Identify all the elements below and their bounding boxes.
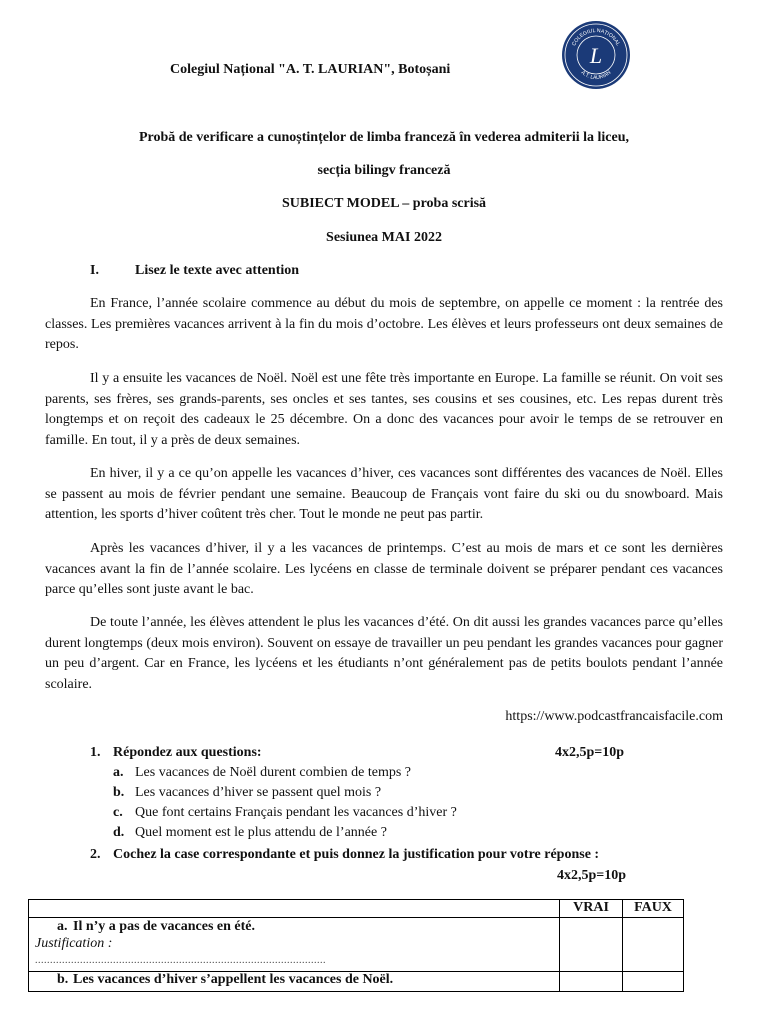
exercise-1-title: Répondez aux questions: bbox=[113, 745, 262, 760]
justification-label: Justification : bbox=[35, 936, 113, 951]
question-a: a. Les vacances de Noël durent combien de temps ? bbox=[113, 765, 412, 780]
statement-a: a. Il n’y a pas de vacances en été. bbox=[57, 919, 255, 934]
exam-subject: SUBIECT MODEL – proba scrisă bbox=[281, 196, 487, 211]
logo-text-top: COLEGIUL NAȚIONAL bbox=[571, 27, 621, 47]
statement-b: b. Les vacances d’hiver s’appellent les vacances de Noël. bbox=[57, 972, 394, 987]
school-name: Colegiul Național "A. T. LAURIAN", Botoșani bbox=[170, 62, 451, 77]
question-c: c. Que font certains Français pendant les vacances d’hiver ? bbox=[113, 805, 457, 820]
exercise-2-title: Cochez la case correspondante et puis donnez la justification pour votre réponse : bbox=[113, 847, 600, 862]
section-number: I. bbox=[90, 263, 99, 278]
justification-dots[interactable]: ................................................................................................. bbox=[35, 955, 326, 966]
paragraph-2: Il y a ensuite les vacances de Noël. Noël est une fête très importante en Europe. La famille se réunit. On voit ses parents, ses frères, ses grands-parents, ses oncles et ses tantes, ses cousins et ses cousines, etc. Les repas durent très longtemps et on reçoit des cadeaux le 25 décembre. On a donc des vacances pour avoir le temps de se retrouver en famille. En tout, il y a près de deux semaines. bbox=[45, 371, 723, 448]
exam-section: secția bilingv franceză bbox=[317, 163, 451, 178]
checkbox-vrai-b[interactable] bbox=[560, 972, 623, 992]
table-row bbox=[29, 972, 684, 992]
source-link[interactable]: https://www.podcastfrancaisfacile.com bbox=[505, 709, 723, 724]
question-b: b. Les vacances d’hiver se passent quel mois ? bbox=[113, 785, 382, 800]
col-vrai-header: VRAI bbox=[560, 900, 623, 918]
paragraph-3: En hiver, il y a ce qu’on appelle les vacances d’hiver, ces vacances sont différentes des vacances de Noël. Elles se passent au mois de février pendant une semaine. Beaucoup de Français vont faire du ski ou du snowboard. Mais attention, les sports d’hiver coûtent très cher. Tout le monde ne peut pas partir. bbox=[45, 466, 723, 522]
statement-cell-b bbox=[29, 972, 560, 992]
exam-title: Probă de verificare a cunoștințelor de limba franceză în vederea admiterii la liceu, bbox=[138, 130, 630, 145]
table-row bbox=[29, 918, 684, 972]
section-title: Lisez le texte avec attention bbox=[135, 263, 300, 278]
logo-letter: L bbox=[589, 43, 603, 68]
logo-text-bottom: A.T. LAURIAN bbox=[579, 69, 613, 82]
checkbox-faux-b[interactable] bbox=[623, 972, 684, 992]
exercise-2-number: 2. bbox=[90, 847, 101, 862]
school-logo bbox=[561, 20, 631, 90]
paragraph-5: De toute l’année, les élèves attendent le plus les vacances d’été. On dit aussi les grandes vacances parce qu’elles durent longtemps (deux mois environ). Souvent on essaye de travailler un peu pendant les grandes vacances pour gagner un peu d’argent. Car en France, les lycéens et les étudiants n’ont généralement pas de petits boulots pendant l’année scolaire. bbox=[45, 615, 723, 692]
checkbox-faux-a[interactable] bbox=[623, 918, 684, 972]
statement-header-cell bbox=[29, 900, 560, 918]
col-faux-header: FAUX bbox=[623, 900, 684, 918]
checkbox-vrai-a[interactable] bbox=[560, 918, 623, 972]
true-false-table bbox=[28, 899, 684, 992]
exam-session: Sesiunea MAI 2022 bbox=[326, 230, 442, 245]
statement-cell-a bbox=[29, 918, 560, 972]
paragraph-4: Après les vacances d’hiver, il y a les vacances de printemps. C’est au mois de mars et ce sont les dernières vacances avant la fin de l’année scolaire. Les lycéens en classe de terminale doivent se préparer pendant ces vacances parce qu’elles sont juste avant le bac. bbox=[45, 541, 723, 597]
exercise-2-points: 4x2,5p=10p bbox=[557, 868, 627, 883]
seal-icon bbox=[561, 20, 631, 90]
question-d: d. Quel moment est le plus attendu de l’année ? bbox=[113, 825, 387, 840]
exercise-1-points: 4x2,5p=10p bbox=[555, 745, 625, 760]
paragraph-1: En France, l’année scolaire commence au début du mois de septembre, on appelle ce moment : la rentrée des classes. Les premières vacances arrivent à la fin du mois d’octobre. Les élèves et leurs professeurs ont deux semaines de repos. bbox=[45, 296, 723, 352]
exercise-1-number: 1. bbox=[90, 745, 101, 760]
